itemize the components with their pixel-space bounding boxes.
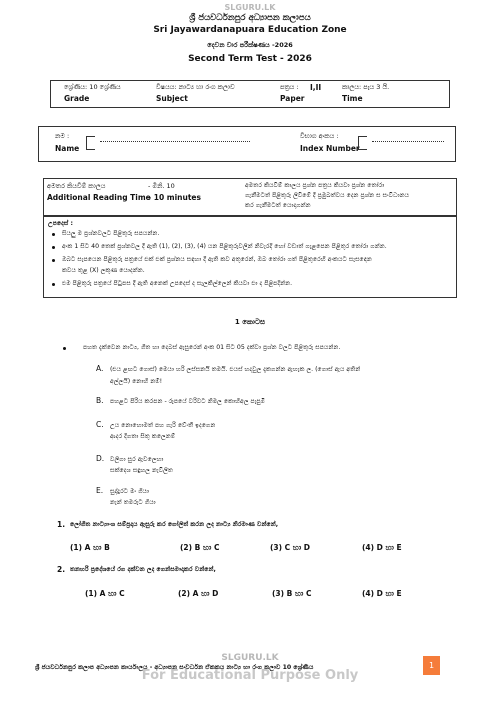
- instruction-item-3-cont: කවය තුළ (X) ලකුණ යොදන්න.: [62, 267, 145, 274]
- footer-text: ශ්‍රී ජයවර්ධනපුර කලාප අධ්‍යාපන කාර්යාලය - අධ්‍යාපන සංවර්ධන ඒකකය නාට්‍ය හා රංග කලාව 10 ශ්‍රේණිය: [35, 664, 314, 671]
- subject-label-en: Subject: [156, 94, 188, 103]
- reading-desc-2: ගැනීමටත් පිළිතුරු ලිවීමේ දී ප්‍රමුඛත්වය දෙන ප්‍රශ්න ස සංවිධානය: [245, 192, 410, 199]
- item-letter-c: C.: [96, 420, 104, 429]
- intro-bullet: [63, 347, 66, 350]
- reading-desc-1: අමතර කියවීම් කාලය ප්‍රශ්න පත්‍රය කියවා ප්‍රශ්න තෝරා: [245, 182, 385, 189]
- paper-label-si: පත්‍රය :: [280, 83, 299, 91]
- instructions-title: උපදෙස් :: [48, 220, 73, 227]
- question-text: ලෝගිත නාට්‍යාංශ සම්ප්‍රදාය ඇසුරු කර ගෝලිත් කරන ලද නාට්‍ය නිරමාණ වන්නේ,: [70, 521, 279, 528]
- reading-label-en: Additional Reading Time: [47, 193, 151, 202]
- instruction-item-3: ඔබට සැපයෙන පිළිතුරු පත්‍රයේ එක් එක් ප්‍රශ්නය සඳහා දී ඇති කව අතුරෙන්, ඔබ තෝරා ගත් පිළිතුරෙහි අංකයට සැසඳෙන: [62, 256, 372, 263]
- item-letter-a: A.: [96, 364, 104, 373]
- reading-label-si: අමතර කියවීම් කාලය: [47, 182, 106, 190]
- grade-label-si: ශ්‍රේණිය: 10 ශ්‍රේණිය: [64, 83, 121, 91]
- item-letter-e: E.: [96, 486, 104, 495]
- instruction-bullet: [52, 283, 55, 286]
- q2-option-3[interactable]: (3) B හා C: [272, 589, 312, 598]
- item-letter-d: D.: [96, 454, 105, 463]
- subject-label-si: විෂයය: නාට්‍ය හා රංග කලාව: [156, 83, 235, 91]
- name-field[interactable]: [100, 141, 250, 142]
- time-label-si: කාලය: පැය 3 යි.: [342, 83, 390, 91]
- instruction-bullet: [52, 246, 55, 249]
- item-d-line1: වලිගා සුර ඇවලෙහා: [110, 456, 164, 463]
- page-number-badge: 1: [423, 656, 440, 675]
- q2-option-1[interactable]: (1) A හා C: [85, 589, 125, 598]
- instruction-bullet: [52, 259, 55, 262]
- item-c-line1: උය නොහොමත් පහ ගැරි වේංතී ඉදගෙන: [110, 422, 216, 429]
- item-e-line1: සුද්දුරට මං ගියා: [110, 488, 149, 495]
- index-bracket: [358, 136, 367, 150]
- reading-value-si: - මිනි. 10: [148, 182, 175, 190]
- index-field[interactable]: [372, 141, 444, 142]
- item-d-line2: සක්දෙශ සඳුහල නැවිලිත: [110, 467, 173, 474]
- index-label-en: Index Number: [300, 144, 360, 153]
- index-label-si: විභාග අංකය :: [300, 132, 339, 140]
- q1-option-1[interactable]: (1) A හා B: [70, 543, 110, 552]
- q1-option-2[interactable]: (2) B හා C: [180, 543, 220, 552]
- name-bracket: [86, 136, 95, 150]
- paper-value: I,II: [310, 83, 322, 92]
- q2-option-4[interactable]: (4) D හා E: [362, 589, 402, 598]
- grade-label-en: Grade: [64, 94, 90, 103]
- item-a-line2: අල්ලයි) නොහි නම්!: [110, 378, 163, 385]
- item-letter-b: B.: [96, 396, 104, 405]
- test-title-si: දෙවන වාර පරීක්ෂණය -2026: [207, 41, 293, 49]
- q1-option-4[interactable]: (4) D හා E: [362, 543, 402, 552]
- watermark-purpose: For Educational Purpose Only: [141, 668, 359, 683]
- question-number: 2.: [57, 565, 66, 574]
- section-title: 1 කොටස: [234, 318, 266, 326]
- instruction-bullet: [52, 233, 55, 236]
- zone-title-si: ශ්‍රී ජයවර්ධනපුර අධ්‍යාපන කලාපය: [189, 13, 311, 23]
- zone-title-en: Sri Jayawardanapuara Education Zone: [153, 25, 347, 35]
- name-label-si: නම :: [55, 132, 70, 140]
- question-text: තනහරි ප්‍රදේශයේ රග දක්වන ලද ගෙන්සමාදාකර වන්නේ,: [70, 566, 216, 573]
- instruction-item-1: සියලු ම ප්‍රශ්නවලට පිළිතුරු සපයන්න.: [62, 230, 160, 237]
- question-number: 1.: [57, 520, 66, 529]
- item-c-line2: ආදර දිගතා සිතු කලෙනම්: [110, 433, 176, 440]
- name-label-en: Name: [55, 144, 80, 153]
- time-label-en: Time: [342, 94, 363, 103]
- paper-label-en: Paper: [280, 94, 305, 103]
- q1-option-3[interactable]: (3) C හා D: [270, 543, 311, 552]
- watermark-footer: SLGURU.LK: [221, 653, 279, 663]
- section-intro: පහත දැක්වෙන නාට්‍ය, ගීත හා දෙබස් ඇසුරෙන් අංක 01 සිට 05 දක්වා ප්‍රශ්න වලට පිළිතුරු සපයන්න.: [83, 344, 341, 351]
- student-info-box: [38, 126, 456, 162]
- reading-desc-3: කර ගැනීමටත් යොදාගන්න: [245, 202, 311, 209]
- test-title-en: Second Term Test - 2026: [188, 54, 312, 64]
- reading-value-en: - 10 minutes: [148, 193, 201, 202]
- item-e-line2: නැන් තමරුට ගියා: [110, 499, 156, 506]
- item-b-line1: පහළට පිරිය කරපන - රූපයේ වරිවට නිමල කොහිඅල පැපුමි: [110, 398, 266, 405]
- item-a-line1: (ළුය ළඟට ගොස්) මෙයා හරි ලස්සනයි තමයි. එයස් හදවුල දැකගන්න ඇහැක ල. (ගොස් ඇය අතින්: [110, 366, 361, 373]
- instruction-item-4: එම පිළිතුරු පත්‍රයේ පිටුපස දී ඇති අනෙක් උපදෙස් ද සැලකිල්ලෙන් කියවා එ‍ා ද පිළිපදින්න.: [62, 280, 293, 287]
- q2-option-2[interactable]: (2) A හා D: [178, 589, 219, 598]
- watermark-top: SLGURU.LK: [224, 3, 276, 12]
- instruction-item-2: අංක 1 සිට 40 තෙක් ප්‍රශ්නවල දී ඇති (1), (2), (3), (4) යන පිළිතුරුවලින් නිවැරදි හෝ වඩාත් ගැළපෙන පිළිතුර තෝරා ගන්න.: [62, 243, 387, 250]
